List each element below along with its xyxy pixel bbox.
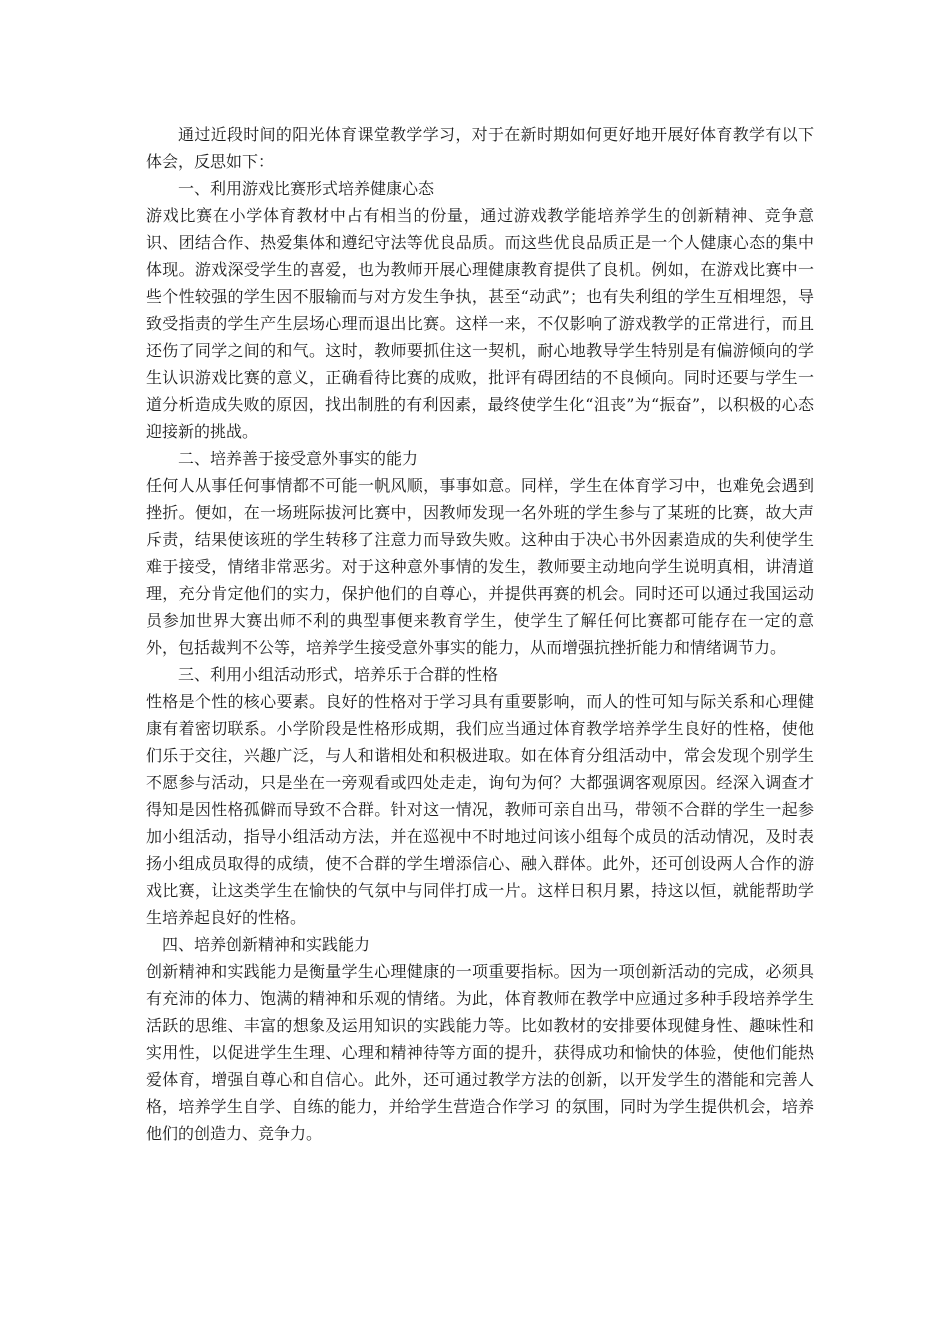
document-body: [146, 121, 814, 1147]
section-2-heading: 二、培养善于接受意外事实的能力: [178, 449, 419, 468]
section-3-heading: 三、利用小组活动形式，培养乐于合群的性格: [178, 665, 499, 684]
section-2-body: 任何人从事任何事情都不可能一帆风顺，事事如意。同样，学生在体育学习中，也难免会遇到挫折。便如，在一场班际拔河比赛中，因教师发现一名外班的学生参与了某班的比赛，故大声斥责，结果使该班的学生转移了注意力而导致失败。这种由于决心书外因素造成的失利使学生难于接受，情绪非常恶劣。对于这种意外事情的发生，教师要主动地向学生说明真相，讲清道理，充分肯定他们的实力，保护他们的自尊心，并提供再赛的机会。同时还可以通过我国运动员参加世界大赛出师不利的典型事便来教育学生，使学生了解任何比赛都可能存在一定的意外，包括裁判不公等，培养学生接受意外事实的能力，从而增强抗挫折能力和情绪调节力。: [146, 476, 814, 657]
section-1-body: 游戏比赛在小学体育教材中占有相当的份量，通过游戏教学能培养学生的创新精神、竞争意识、团结合作、热爱集体和遵纪守法等优良品质。而这些优良品质正是一个人健康心态的集中体现。游戏深受学生的喜爱，也为教师开展心理健康教育提供了良机。例如，在游戏比赛中一些个性较强的学生因不服输而与对方发生争执，甚至“动武”；也有失利组的学生互相埋怨，导致受指责的学生产生层场心理而退出比赛。这样一来，不仅影响了游戏教学的正常进行，而且还伤了同学之间的和气。这时，教师要抓住这一契机，耐心地教导学生特别是有偏游倾向的学生认识游戏比赛的意义，正确看待比赛的成败，批评有碍团结的不良倾向。同时还要与学生一道分析造成失败的原因，找出制胜的有利因素，最终使学生化“沮丧”为“振奋”，以积极的心态迎接新的挑战。: [146, 206, 814, 441]
section-4-body: 创新精神和实践能力是衡量学生心理健康的一项重要指标。因为一项创新活动的完成，必须具有充沛的体力、饱满的精神和乐观的情绪。为此，体育教师在教学中应通过多种手段培养学生活跃的思维、丰富的想象及运用知识的实践能力等。比如教材的安排要体现健身性、趣味性和实用性，以促进学生生理、心理和精神待等方面的提升，获得成功和愉快的体验，使他们能热爱体育，增强自尊心和自信心。此外，还可通过教学方法的创新，以开发学生的潜能和完善人格，培养学生自学、自练的能力，并给学生营造合作学习 的氛围，同时为学生提供机会，培养他们的创造力、竞争力。: [146, 962, 814, 1143]
intro-paragraph: 通过近段时间的阳光体育课堂教学学习，对于在新时期如何更好地开展好体育教学有以下体会，反思如下：: [146, 125, 814, 171]
section-3-body: 性格是个性的核心要素。良好的性格对于学习具有重要影响，而人的性可知与际关系和心理健康有着密切联系。小学阶段是性格形成期，我们应当通过体育教学培养学生良好的性格，使他们乐于交往，兴趣广泛，与人和谐相处和积极进取。如在体育分组活动中，常会发现个别学生不愿参与活动，只是坐在一旁观看或四处走走，询句为何？大都强调客观原因。经深入调查才得知是因性格孤僻而导致不合群。针对这一情况，教师可亲自出马，带领不合群的学生一起参加小组活动，指导小组活动方法，并在巡视中不时地过问该小组每个成员的活动情况，及时表扬小组成员取得的成绩，使不合群的学生增添信心、融入群体。此外，还可创设两人合作的游戏比赛，让这类学生在愉快的气氛中与同伴打成一片。这样日积月累，持这以恒，就能帮助学生培养起良好的性格。: [146, 692, 814, 927]
section-4-heading: 四、培养创新精神和实践能力: [162, 935, 371, 954]
section-1-heading: 一、利用游戏比赛形式培养健康心态: [178, 179, 435, 198]
